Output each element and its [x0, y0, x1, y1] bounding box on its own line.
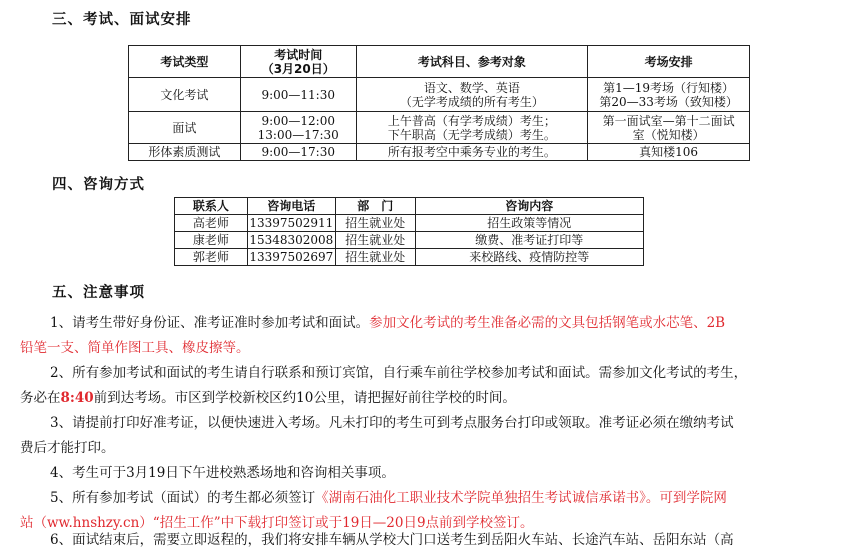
cell-subject: 语文、数学、英语 （无学考成绩的所有考生）	[356, 78, 588, 112]
cell-dept: 招生就业处	[335, 249, 415, 266]
table-row	[175, 249, 644, 266]
table-row	[129, 112, 750, 144]
cell-dept: 招生就业处	[335, 215, 415, 232]
header-exam-venue: 考场安排	[588, 46, 750, 78]
header-exam-type: 考试类型	[129, 46, 241, 78]
cell-time: 9:00—11:30	[240, 78, 356, 112]
table-row	[175, 215, 644, 232]
contact-table	[174, 197, 644, 266]
cell-phone: 13397502697	[249, 250, 334, 264]
cell-phone: 13397502911	[249, 216, 334, 230]
section4-title: 四、咨询方式	[52, 177, 145, 193]
cell-venue: 真知楼106	[588, 144, 750, 161]
header-contact-name: 联系人	[175, 198, 248, 215]
notice-item-2: 2、所有参加考试和面试的考生请自行联系和预订宾馆，自行乘车前往学校参加考试和面试。需参加文化考试的考生， 务必在8:40前到达考场。市区到学校新校区约10公里，请把握好前往学校的时间。	[20, 365, 748, 406]
cell-dept: 招生就业处	[335, 232, 415, 249]
cell-name: 高老师	[175, 215, 248, 232]
cell-type: 形体素质测试	[129, 144, 241, 161]
cell-venue: 第一面试室—第十二面试 室（悦知楼）	[588, 112, 750, 144]
notice-item-3: 3、请提前打印好准考证，以便快速进入考场。凡未打印的考生可到考点服务台打印或领取。准考证必须在缴纳考试 费后才能打印。	[20, 415, 734, 456]
cell-content: 招生政策等情况	[415, 215, 643, 232]
header-contact-dept: 部 门	[335, 198, 415, 215]
cell-type: 面试	[129, 112, 241, 144]
integrity-pledge-link: 《湖南石油化工职业技术学院单独招生考试诚信承诺书》。可到学院网	[315, 490, 727, 506]
section3-title: 三、考试、面试安排	[52, 12, 192, 28]
table-row	[175, 232, 644, 249]
cell-time: 9:00—12:00 13:00—17:30	[240, 112, 356, 144]
header-exam-subject: 考试科目、参考对象	[356, 46, 588, 78]
table-row	[129, 78, 750, 112]
exam-schedule-table	[128, 45, 750, 161]
arrival-time: 8:40	[60, 390, 94, 406]
notice-item-1: 1、请考生带好身份证、准考证准时参加考试和面试。参加文化考试的考生准备必需的文具包括钢笔或水芯笔、2B 铅笔一支、简单作图工具、橡皮擦等。	[20, 315, 726, 356]
cell-name: 郭老师	[175, 249, 248, 266]
cell-content: 缴费、准考证打印等	[415, 232, 643, 249]
header-contact-content: 咨询内容	[415, 198, 643, 215]
table-row	[129, 144, 750, 161]
contact-table-header	[175, 198, 644, 215]
section5-title: 五、注意事项	[52, 285, 145, 301]
header-exam-time: 考试时间 （3月20日）	[240, 46, 356, 78]
cell-content: 来校路线、疫情防控等	[415, 249, 643, 266]
notice-item-5: 5、所有参加考试（面试）的考生都必须签订《湖南石油化工职业技术学院单独招生考试诚信承诺书》。可到学院网 站（ww.hnshzy.cn）“招生工作”中下载打印签订或于19日—20日9点前到学校签订。	[20, 490, 727, 531]
notice-item-6: 6、面试结束后，需要立即返程的，我们将安排车辆从学校大门口送考生到岳阳火车站、长途汽车站、岳阳东站（高	[50, 532, 734, 548]
cell-subject: 所有报考空中乘务专业的考生。	[356, 144, 588, 161]
cell-type: 文化考试	[129, 78, 241, 112]
exam-table-header	[129, 46, 750, 78]
cell-subject: 上午普高（有学考成绩）考生； 下午职高（无学考成绩）考生。	[356, 112, 588, 144]
cell-venue: 第1—19考场（行知楼） 第20—33考场（致知楼）	[588, 78, 750, 112]
notice-item-4: 4、考生可于3月19日下午进校熟悉场地和咨询相关事项。	[50, 465, 395, 481]
cell-phone: 15348302008	[249, 233, 334, 247]
header-contact-phone: 咨询电话	[247, 198, 335, 215]
cell-name: 康老师	[175, 232, 248, 249]
cell-time: 9:00—17:30	[240, 144, 356, 161]
